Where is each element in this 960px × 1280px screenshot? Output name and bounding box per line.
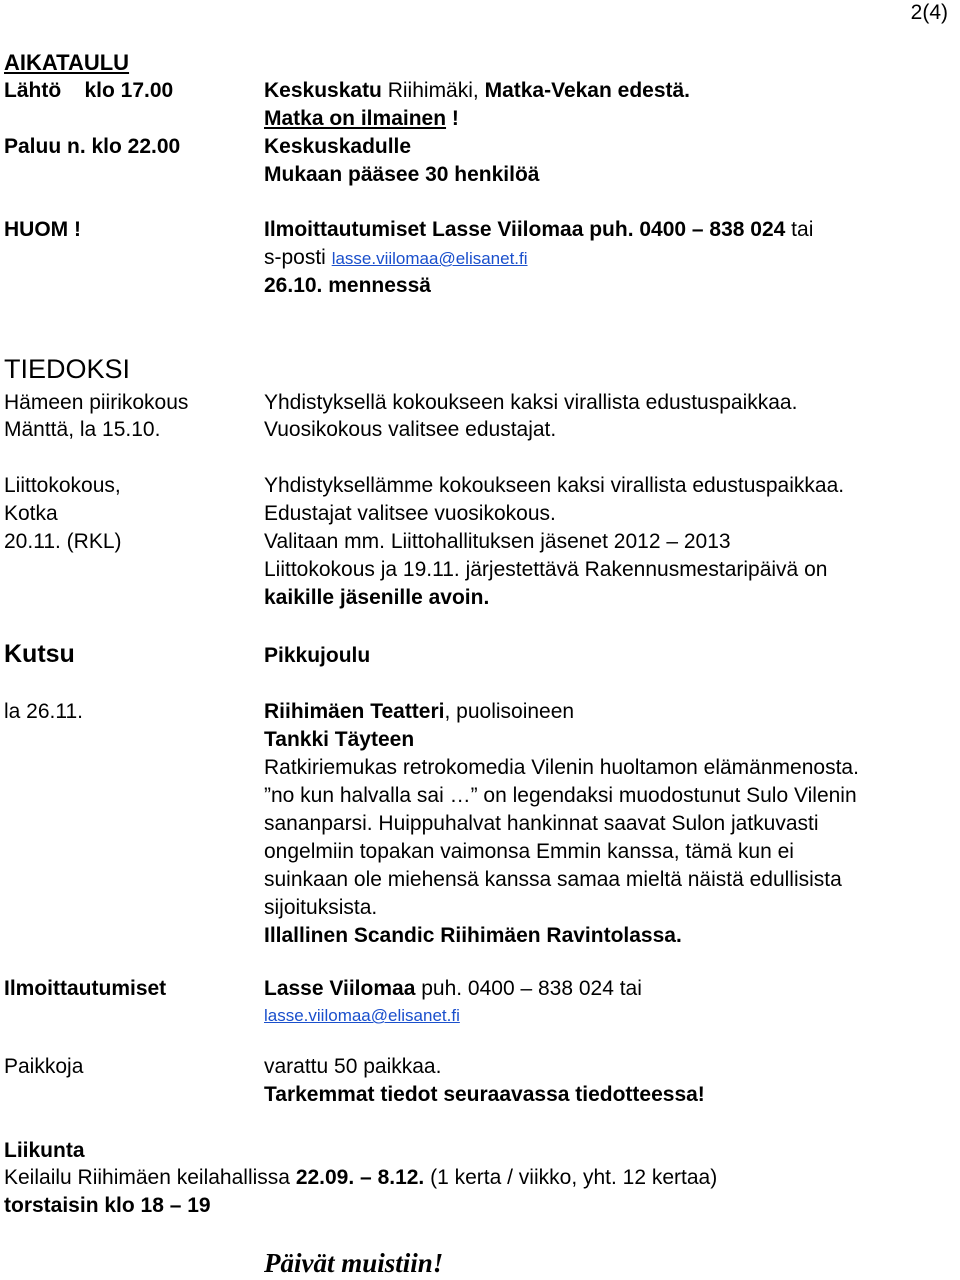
lahto-street: Keskuskatu xyxy=(264,79,382,102)
play-title: Tankki Täyteen xyxy=(264,728,415,751)
desc-line: sananparsi. Huippuhalvat hankinnat saavat Sulon jatkuvasti xyxy=(264,812,819,835)
venue-name: Riihimäen Teatteri xyxy=(264,700,445,723)
ilmoittautumiset-label: Ilmoittautumiset xyxy=(4,977,167,1000)
venue-note: , puolisoineen xyxy=(444,700,575,723)
mantta-label: Mänttä, la 15.10. xyxy=(4,418,161,441)
rkl-text: Valitaan mm. Liittohallituksen jäsenet 2012 – 2013 xyxy=(264,530,731,553)
paluu-label: Paluu n. klo 22.00 xyxy=(4,135,181,158)
desc-line: ongelmiin topakan vaimonsa Emmin kanssa, tämä kun ei xyxy=(264,840,794,863)
rkl-text-2: Liittokokous ja 19.11. järjestettävä Rakennusmestaripäivä on xyxy=(264,558,828,581)
ilmoittautumiset-contact xyxy=(264,975,642,1002)
huom-deadline: 26.10. mennessä xyxy=(264,274,431,297)
paikkoja-label: Paikkoja xyxy=(4,1055,84,1078)
ilmoittautumiset-phone: Ilmoittautumiset Lasse Viilomaa puh. 0400 – 838 024 xyxy=(264,218,786,241)
hame-text: Yhdistyksellä kokoukseen kaksi virallista edustuspaikkaa. xyxy=(264,391,798,414)
tiedoksi-heading: TIEDOKSI xyxy=(4,354,131,384)
huom-line1 xyxy=(264,216,813,243)
event-name: Pikkujoulu xyxy=(264,644,371,667)
lahto-spot: Matka-Vekan edestä. xyxy=(484,79,691,102)
hame-label: Hämeen piirikokous xyxy=(4,391,189,414)
email-link[interactable]: lasse.viilomaa@elisanet.fi xyxy=(331,249,528,268)
keilailu-time: torstaisin klo 18 – 19 xyxy=(4,1194,211,1217)
s-posti-label: s-posti xyxy=(264,246,332,269)
keilailu-end: 8.12. xyxy=(377,1166,425,1189)
contact-phone: puh. 0400 – 838 024 tai xyxy=(415,977,642,1000)
matka-ilmainen: Matka on ilmainen xyxy=(264,107,447,130)
huom-tai: tai xyxy=(785,218,814,241)
mantta-text: Vuosikokous valitsee edustajat. xyxy=(264,418,557,441)
desc-line: Ratkiriemukas retrokomedia Vilenin huoltamon elämänmenosta. xyxy=(264,756,859,779)
keilailu-text: Keilailu Riihimäen keilahallissa xyxy=(4,1166,296,1189)
venue-line xyxy=(264,698,574,725)
aikataulu-heading: AIKATAULU xyxy=(4,50,130,75)
mukaan-text: Mukaan pääsee 30 henkilöä xyxy=(264,163,540,186)
paivat-muistiin: Päivät muistiin! xyxy=(264,1248,444,1278)
liikunta-heading: Liikunta xyxy=(4,1139,85,1162)
email-link[interactable]: lasse.viilomaa@elisanet.fi xyxy=(264,1006,460,1025)
event-date: la 26.11. xyxy=(4,700,84,723)
desc-line: sijoituksista. xyxy=(264,896,378,919)
contact-name: Lasse Viilomaa xyxy=(264,977,416,1000)
huom-label: HUOM ! xyxy=(4,218,81,241)
liitto-label: Liittokokous, xyxy=(4,474,121,497)
kotka-text: Edustajat valitsee vuosikokous. xyxy=(264,502,556,525)
rkl-text-3: kaikille jäsenille avoin. xyxy=(264,586,490,609)
desc-line: ”no kun halvalla sai …” on legendaksi muodostunut Sulo Vilenin xyxy=(264,784,857,807)
desc-line: suinkaan ole miehensä kanssa samaa mieltä näistä edullisista xyxy=(264,868,842,891)
ilmoittautumiset-email-line xyxy=(264,1001,460,1029)
keilailu-frequency: (1 kerta / viikko, yht. 12 kertaa) xyxy=(424,1166,718,1189)
paikkoja-text: varattu 50 paikkaa. xyxy=(264,1055,442,1078)
rkl-label: 20.11. (RKL) xyxy=(4,530,122,553)
huom-line2 xyxy=(264,244,528,272)
dinner-text: Illallinen Scandic Riihimäen Ravintolassa. xyxy=(264,924,682,947)
lahto-place xyxy=(264,77,690,104)
liitto-text: Yhdistyksellämme kokoukseen kaksi virallista edustuspaikkaa. xyxy=(264,474,845,497)
keilailu-start: 22.09. xyxy=(295,1166,355,1189)
keilailu-line xyxy=(4,1164,717,1191)
matka-ilmainen-mark: ! xyxy=(446,107,459,130)
keilailu-dash: – xyxy=(354,1166,378,1189)
matka-ilmainen-line xyxy=(264,105,459,132)
tarkemmat-text: Tarkemmat tiedot seuraavassa tiedotteessa! xyxy=(264,1083,705,1106)
kutsu-heading: Kutsu xyxy=(4,640,75,668)
paluu-place: Keskuskadulle xyxy=(264,135,412,158)
lahto-label: Lähtö klo 17.00 xyxy=(4,79,174,102)
kotka-label: Kotka xyxy=(4,502,58,525)
lahto-city: Riihimäki, xyxy=(381,79,485,102)
page-number: 2(4) xyxy=(910,1,948,24)
